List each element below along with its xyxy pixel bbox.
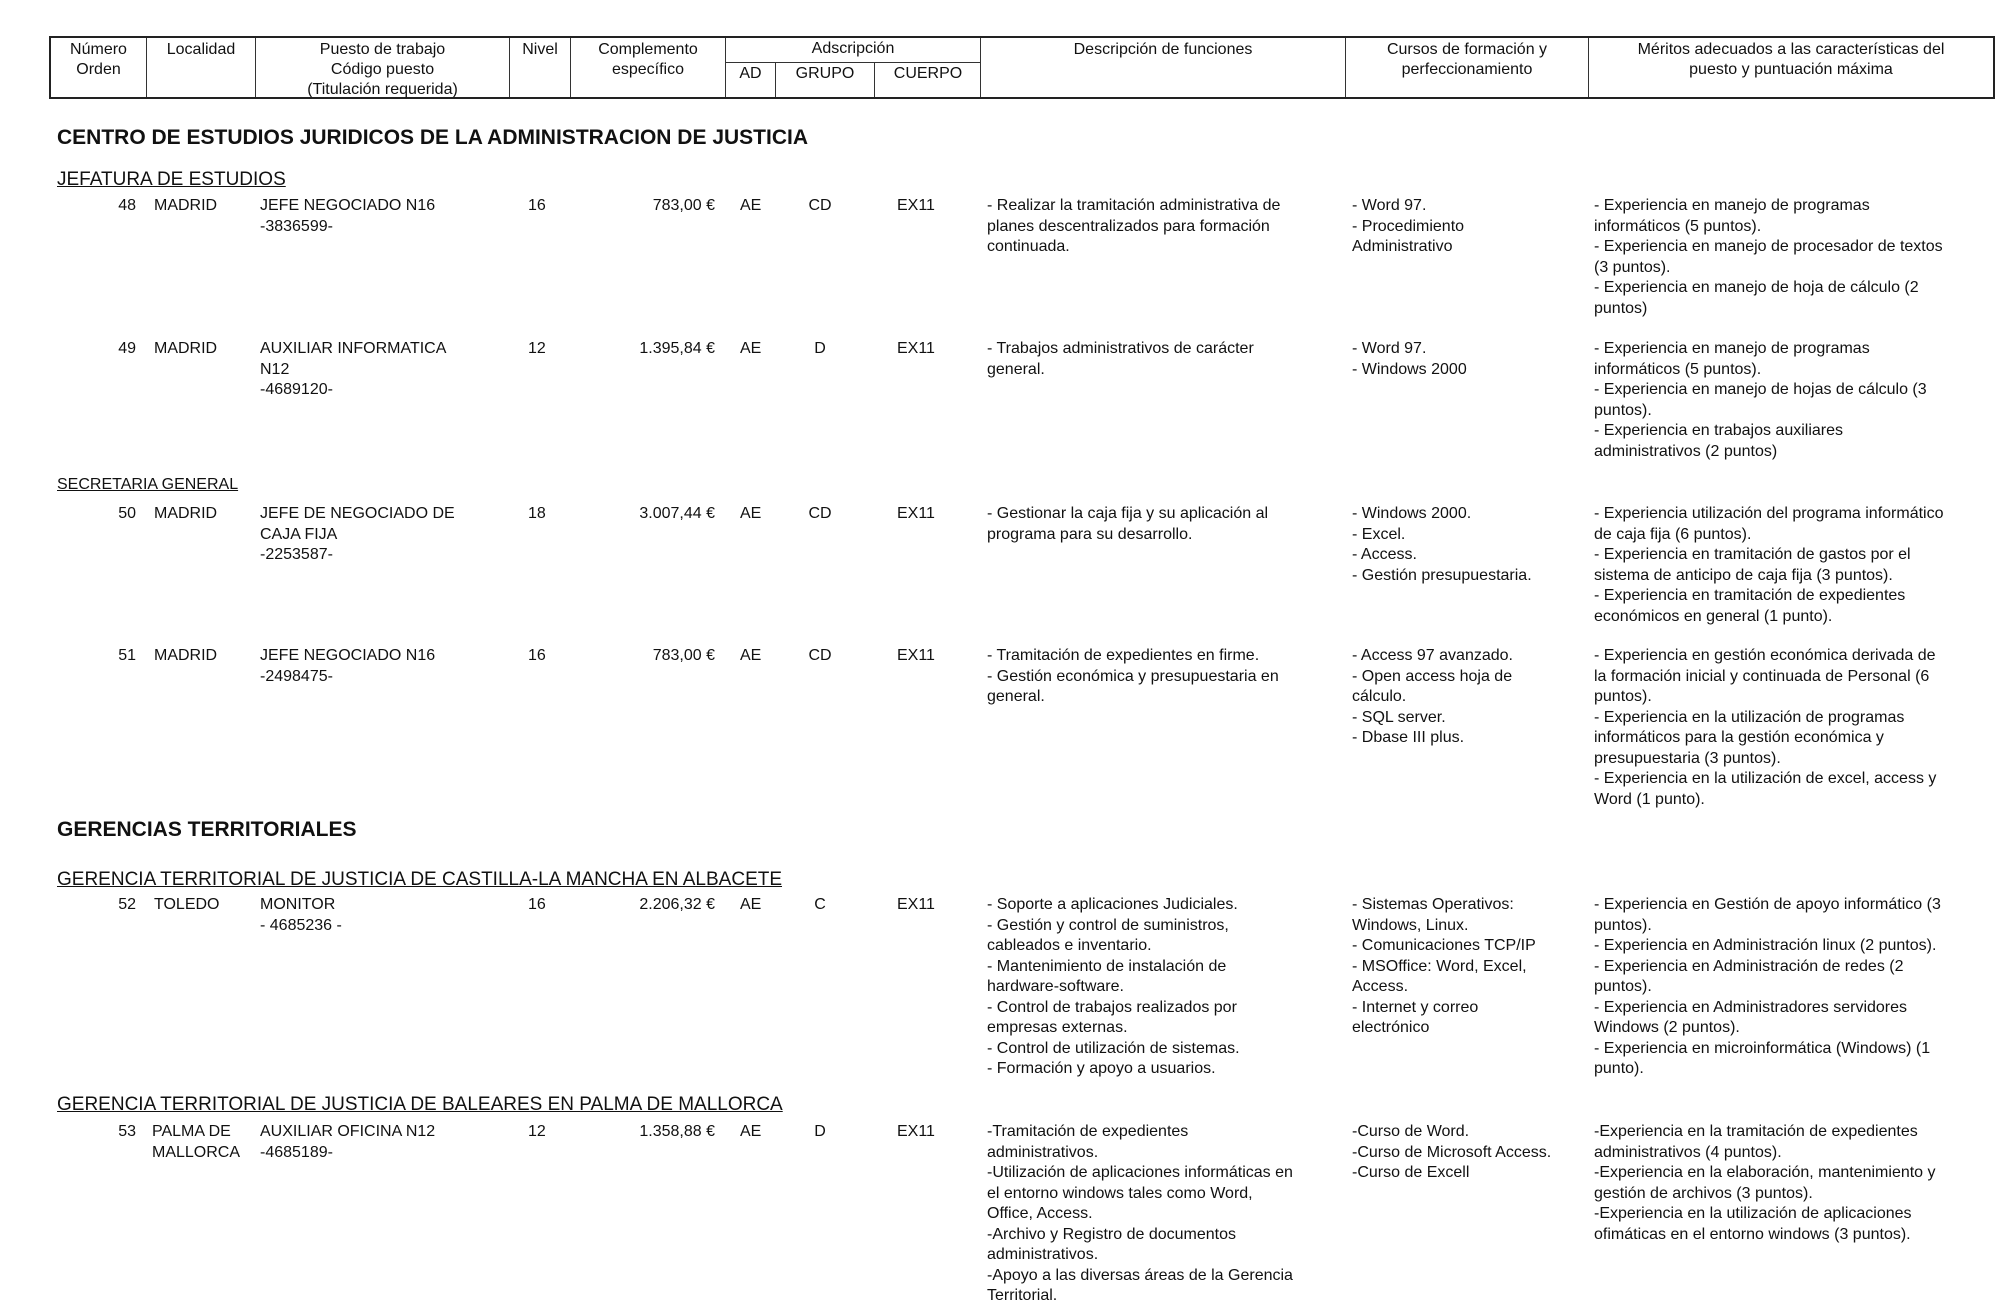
row-ad: AE — [740, 197, 762, 214]
header-ad: AD — [726, 62, 776, 97]
row-complemento: 2.206,32 € — [639, 896, 715, 913]
subsection-title: JEFATURA DE ESTUDIOS — [57, 169, 286, 190]
row-localidad: PALMA DE MALLORCA — [152, 1123, 241, 1161]
row-cursos: - Word 97. - Procedimiento Administrativo — [1352, 197, 1465, 255]
row-cursos: - Access 97 avanzado. - Open access hoja de cálculo. - SQL server. - Dbase III plus. — [1352, 647, 1513, 746]
row-puesto: JEFE NEGOCIADO N16 -3836599- — [260, 197, 436, 235]
row-meritos: - Experiencia utilización del programa informático de caja fija (6 puntos). - Experiencia en tramitación de gastos por el sistema de anticipo de caja fija (3 puntos). - Experiencia en tramitación de expedientes económicos en general (1 punto). — [1594, 505, 1944, 625]
row-cuerpo: EX11 — [897, 1123, 935, 1140]
row-localidad: MADRID — [154, 197, 218, 214]
row-nivel: 16 — [528, 896, 546, 913]
row-puesto: AUXILIAR OFICINA N12 -4685189- — [260, 1123, 436, 1161]
row-nivel: 16 — [528, 647, 546, 664]
section-title: CENTRO DE ESTUDIOS JURIDICOS DE LA ADMINISTRACION DE JUSTICIA — [57, 126, 808, 149]
header-descripcion: Descripción de funciones — [981, 38, 1346, 97]
row-complemento: 783,00 € — [652, 647, 715, 664]
row-numero: 52 — [118, 896, 136, 913]
row-complemento: 783,00 € — [652, 197, 715, 214]
row-ad: AE — [740, 647, 762, 664]
header-adscripcion-label: Adscripción — [811, 40, 895, 57]
row-complemento: 3.007,44 € — [639, 505, 715, 522]
section-title: GERENCIAS TERRITORIALES — [57, 818, 357, 841]
row-puesto: AUXILIAR INFORMATICA N12 -4689120- — [260, 340, 447, 398]
row-grupo: CD — [808, 197, 832, 214]
row-complemento: 1.358,88 € — [639, 1123, 715, 1140]
row-ad: AE — [740, 896, 762, 913]
row-cursos: - Windows 2000. - Excel. - Access. - Gestión presupuestaria. — [1352, 505, 1532, 584]
row-localidad: MADRID — [154, 340, 218, 357]
row-cuerpo: EX11 — [897, 896, 935, 913]
header-nivel: Nivel — [510, 38, 571, 97]
row-nivel: 16 — [528, 197, 546, 214]
row-ad: AE — [740, 1123, 762, 1140]
row-numero: 51 — [118, 647, 136, 664]
row-cursos: - Word 97. - Windows 2000 — [1352, 340, 1467, 378]
row-descripcion: - Trabajos administrativos de carácter general. — [987, 340, 1254, 378]
row-ad: AE — [740, 505, 762, 522]
row-cursos: -Curso de Word. -Curso de Microsoft Access. -Curso de Excell — [1352, 1123, 1552, 1181]
row-nivel: 12 — [528, 340, 546, 357]
row-grupo: D — [814, 340, 826, 357]
subsection-title: GERENCIA TERRITORIAL DE JUSTICIA DE BALEARES EN PALMA DE MALLORCA — [57, 1094, 783, 1115]
row-grupo: D — [814, 1123, 826, 1140]
header-puesto: Puesto de trabajo Código puesto (Titulación requerida) — [256, 38, 510, 97]
row-descripcion: - Soporte a aplicaciones Judiciales. - Gestión y control de suministros, cableados e inventario. - Mantenimiento de instalación de hardware-software. - Control de trabajos realizados por empresas externas. - Control de utilización de sistemas. - Formación y apoyo a usuarios. — [987, 896, 1240, 1077]
row-localidad: TOLEDO — [154, 896, 220, 913]
row-numero: 53 — [118, 1123, 136, 1140]
row-meritos: - Experiencia en manejo de programas informáticos (5 puntos). - Experiencia en manejo de hojas de cálculo (3 puntos). - Experiencia en trabajos auxiliares administrativos (2 puntos) — [1594, 340, 1927, 460]
header-cursos: Cursos de formación y perfeccionamiento — [1346, 38, 1589, 97]
header-numero-orden: Número Orden — [51, 38, 147, 97]
row-descripcion: - Realizar la tramitación administrativa de planes descentralizados para formación continuada. — [987, 197, 1281, 255]
row-meritos: - Experiencia en Gestión de apoyo informático (3 puntos). - Experiencia en Administración linux (2 puntos). - Experiencia en Administración de redes (2 puntos). - Experiencia en Administradores servidores Windows (2 puntos). - Experiencia en microinformática (Windows) (1 punto). — [1594, 896, 1941, 1077]
row-nivel: 12 — [528, 1123, 546, 1140]
row-grupo: C — [814, 896, 826, 913]
header-cuerpo: CUERPO — [875, 62, 981, 97]
row-cuerpo: EX11 — [897, 647, 935, 664]
header-localidad: Localidad — [147, 38, 256, 97]
row-puesto: JEFE NEGOCIADO N16 -2498475- — [260, 647, 436, 685]
header-grupo: GRUPO — [776, 62, 875, 97]
table-header — [49, 36, 1995, 99]
row-numero: 50 — [118, 505, 136, 522]
row-cuerpo: EX11 — [897, 197, 935, 214]
row-numero: 49 — [118, 340, 136, 357]
row-localidad: MADRID — [154, 647, 218, 664]
row-meritos: - Experiencia en gestión económica derivada de la formación inicial y continuada de Personal (6 puntos). - Experiencia en la utilización de programas informáticos para la gestión económica y presupuestaria (3 puntos). - Experiencia en la utilización de excel, access y Word (1 punto). — [1594, 647, 1937, 808]
row-puesto: JEFE DE NEGOCIADO DE CAJA FIJA -2253587- — [260, 505, 455, 563]
row-descripcion: - Gestionar la caja fija y su aplicación al programa para su desarrollo. — [987, 505, 1269, 543]
row-ad: AE — [740, 340, 762, 357]
row-meritos: -Experiencia en la tramitación de expedientes administrativos (4 puntos). -Experiencia en la elaboración, mantenimiento y gestión de archivos (3 puntos). -Experiencia en la utilización de aplicaciones ofimáticas en el entorno windows (3 puntos). — [1594, 1123, 1936, 1243]
header-meritos: Méritos adecuados a las características del puesto y puntuación máxima — [1637, 41, 1945, 78]
row-cursos: - Sistemas Operativos: Windows, Linux. - Comunicaciones TCP/IP - MSOffice: Word, Excel, Access. - Internet y correo electrónico — [1352, 896, 1536, 1036]
row-descripcion: - Tramitación de expedientes en firme. - Gestión económica y presupuestaria en general. — [987, 647, 1279, 705]
header-complemento: Complemento específico — [571, 38, 726, 97]
row-puesto: MONITOR - 4685236 - — [260, 896, 342, 934]
row-grupo: CD — [808, 647, 832, 664]
header-adscripcion — [726, 38, 981, 97]
row-descripcion: -Tramitación de expedientes administrativos. -Utilización de aplicaciones informáticas en el entorno windows tales como Word, Office, Access. -Archivo y Registro de documentos administrativos. -Apoyo a las diversas áreas de la Gerencia Territorial. — [987, 1123, 1293, 1304]
row-complemento: 1.395,84 € — [639, 340, 715, 357]
subsection-title: GERENCIA TERRITORIAL DE JUSTICIA DE CASTILLA-LA MANCHA EN ALBACETE — [57, 869, 783, 890]
subsection-title: SECRETARIA GENERAL — [57, 476, 239, 493]
row-nivel: 18 — [528, 505, 546, 522]
row-grupo: CD — [808, 505, 832, 522]
row-cuerpo: EX11 — [897, 340, 935, 357]
row-meritos: - Experiencia en manejo de programas informáticos (5 puntos). - Experiencia en manejo de procesador de textos (3 puntos). - Experiencia en manejo de hoja de cálculo (2 puntos) — [1594, 197, 1943, 317]
row-cuerpo: EX11 — [897, 505, 935, 522]
row-numero: 48 — [118, 197, 136, 214]
row-localidad: MADRID — [154, 505, 218, 522]
